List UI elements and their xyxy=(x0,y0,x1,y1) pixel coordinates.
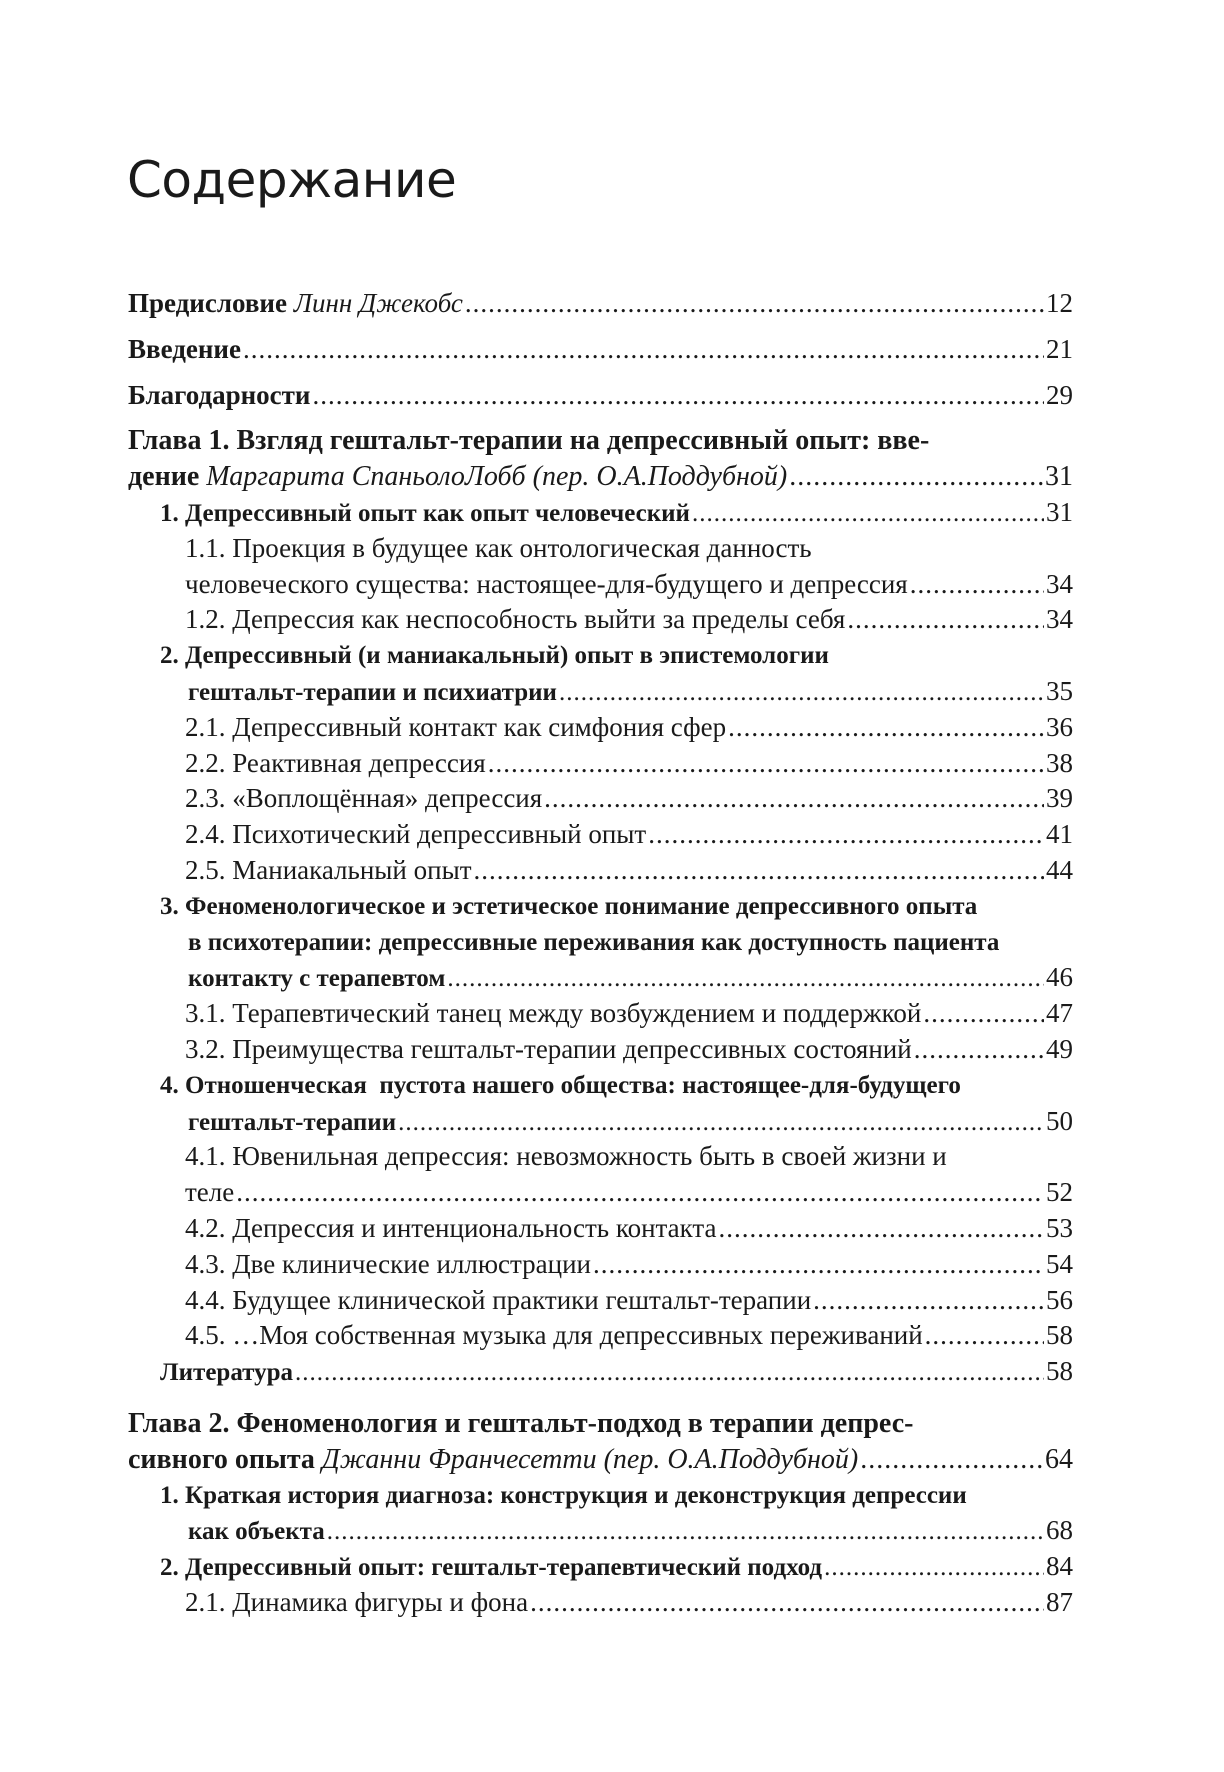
table-of-contents xyxy=(128,286,1073,1621)
toc-page-number: 29 xyxy=(1046,379,1073,410)
leader-dots xyxy=(914,1032,1044,1068)
toc-page-number: 58 xyxy=(1046,1356,1073,1387)
leader-dots xyxy=(313,378,1045,414)
toc-page-number: 36 xyxy=(1046,711,1073,742)
toc-subsection-title: 4.4. Будущее клинической практики гештальт-терапии xyxy=(185,1284,812,1315)
toc-entry-title: Глава 1. Взгляд гештальт-терапии на депрессивный опыт: вве- xyxy=(128,425,930,457)
leader-dots xyxy=(243,332,1044,368)
toc-subsection-1-3-2[interactable] xyxy=(128,1032,1073,1068)
toc-subsection-title: 4.5. …Моя собственная музыка для депрессивных переживаний xyxy=(185,1320,923,1351)
leader-dots xyxy=(910,567,1044,603)
leader-dots xyxy=(295,1355,1044,1391)
toc-page-number: 34 xyxy=(1046,604,1073,635)
toc-subsection-title: 1.2. Депрессия как неспособность выйти за пределы себя xyxy=(185,604,846,635)
toc-section-title-cont: в психотерапии: депрессивные переживания как доступность пациента xyxy=(188,928,1000,956)
toc-entry-title: Введение xyxy=(128,333,241,364)
toc-page-number: 12 xyxy=(1046,288,1073,318)
toc-subsection-1-2-4[interactable] xyxy=(128,817,1073,853)
leader-dots xyxy=(447,961,1044,997)
toc-page-number: 58 xyxy=(1046,1320,1073,1351)
toc-subsection-title-cont: теле xyxy=(185,1177,235,1208)
toc-subsection-1-2-5[interactable] xyxy=(128,853,1073,889)
toc-subsection-1-4-5[interactable] xyxy=(128,1318,1073,1354)
toc-page-number: 64 xyxy=(1045,1443,1073,1475)
toc-section-title: 4. Отношенческая пустота нашего общества: настоящее-для-будущего xyxy=(160,1071,961,1099)
leader-dots xyxy=(474,853,1044,889)
toc-section-title: 1. Краткая история диагноза: конструкция и деконструкция депрессии xyxy=(160,1481,967,1509)
toc-page-number: 53 xyxy=(1046,1212,1073,1243)
toc-section-title-cont: гештальт-терапии и психиатрии xyxy=(188,678,557,706)
toc-entry-author: Линн Джекобс xyxy=(293,288,463,318)
toc-page-number: 68 xyxy=(1046,1515,1073,1546)
toc-page-number: 41 xyxy=(1046,819,1073,850)
leader-dots xyxy=(488,746,1044,782)
leader-dots xyxy=(236,1175,1044,1211)
leader-dots xyxy=(824,1550,1044,1586)
toc-entry-preface[interactable] xyxy=(128,286,1073,322)
toc-section-1-4[interactable] xyxy=(128,1068,1073,1140)
toc-section-title: 2. Депрессивный опыт: гештальт-терапевтический подход xyxy=(160,1554,823,1582)
leader-dots xyxy=(327,1514,1044,1550)
toc-section-title-cont: гештальт-терапии xyxy=(188,1108,397,1136)
toc-subsection-2-2-1[interactable] xyxy=(128,1585,1073,1621)
toc-subsection-title: 3.2. Преимущества гештальт-терапии депрессивных состояний xyxy=(185,1033,912,1064)
toc-subsection-title: 4.3. Две клинические иллюстрации xyxy=(185,1248,591,1279)
toc-page-number: 31 xyxy=(1045,461,1073,493)
toc-page-number: 35 xyxy=(1046,675,1073,706)
toc-page-number: 34 xyxy=(1046,568,1073,599)
toc-page-number: 21 xyxy=(1046,333,1073,364)
toc-entry-title-cont: дение xyxy=(128,461,200,493)
toc-entry-author: Маргарита СпаньолоЛобб (пер. О.А.Поддубной) xyxy=(206,461,788,493)
leader-dots xyxy=(559,675,1044,711)
leader-dots xyxy=(789,459,1043,495)
toc-subsection-title: 3.1. Терапевтический танец между возбуждением и поддержкой xyxy=(185,998,922,1029)
toc-page-number: 56 xyxy=(1046,1284,1073,1315)
toc-page-number: 50 xyxy=(1046,1105,1073,1136)
toc-subsection-title: 2.2. Реактивная депрессия xyxy=(185,747,486,778)
toc-entry-chapter-2[interactable] xyxy=(128,1406,1073,1478)
toc-page-number: 44 xyxy=(1046,854,1073,885)
leader-dots xyxy=(398,1105,1044,1141)
toc-page-number: 52 xyxy=(1046,1177,1073,1208)
leader-dots xyxy=(692,496,1044,532)
toc-subsection-1-4-3[interactable] xyxy=(128,1247,1073,1283)
toc-entry-introduction[interactable] xyxy=(128,332,1073,368)
toc-subsection-1-2-1[interactable] xyxy=(128,710,1073,746)
toc-subsection-1-2-3[interactable] xyxy=(128,781,1073,817)
toc-subsection-1-2-2[interactable] xyxy=(128,746,1073,782)
toc-section-literature[interactable] xyxy=(128,1354,1073,1390)
toc-subsection-title-cont: человеческого существа: настоящее-для-будущего и депрессия xyxy=(185,568,908,599)
toc-subsection-title: 2.1. Депрессивный контакт как симфония сфер xyxy=(185,711,727,742)
toc-page-number: 84 xyxy=(1046,1551,1073,1582)
toc-entry-title: Глава 2. Феноменология и гештальт-подход в терапии депрес- xyxy=(128,1407,914,1439)
leader-dots xyxy=(544,781,1044,817)
toc-subsection-title: 2.1. Динамика фигуры и фона xyxy=(185,1586,529,1617)
toc-section-2-1[interactable] xyxy=(128,1478,1073,1550)
leader-dots xyxy=(648,817,1044,853)
toc-subsection-1-1-1[interactable] xyxy=(128,531,1073,603)
toc-section-title: 1. Депрессивный опыт как опыт человеческий xyxy=(160,499,690,527)
toc-section-title: 2. Депрессивный (и маниакальный) опыт в эпистемологии xyxy=(160,642,829,670)
leader-dots xyxy=(728,710,1044,746)
toc-section-title-cont: как объекта xyxy=(188,1518,325,1546)
leader-dots xyxy=(860,1442,1043,1478)
toc-page-number: 47 xyxy=(1046,998,1073,1029)
toc-subsection-1-4-2[interactable] xyxy=(128,1211,1073,1247)
leader-dots xyxy=(925,1318,1044,1354)
toc-entry-chapter-1[interactable] xyxy=(128,423,1073,495)
toc-page-number: 49 xyxy=(1046,1033,1073,1064)
leader-dots xyxy=(593,1247,1044,1283)
toc-entry-acknowledgements[interactable] xyxy=(128,378,1073,414)
toc-section-title: Литература xyxy=(160,1359,294,1387)
toc-subsection-1-4-1[interactable] xyxy=(128,1139,1073,1211)
toc-section-title: 3. Феноменологическое и эстетическое понимание депрессивного опыта xyxy=(160,892,978,920)
leader-dots xyxy=(530,1585,1044,1621)
toc-section-title-cont: контакту с терапевтом xyxy=(188,965,446,993)
toc-entry-title-cont: сивного опыта xyxy=(128,1443,315,1475)
toc-subsection-1-3-1[interactable] xyxy=(128,996,1073,1032)
toc-subsection-title: 2.4. Психотический депрессивный опыт xyxy=(185,819,647,850)
toc-subsection-title: 4.2. Депрессия и интенциональность контакта xyxy=(185,1212,717,1243)
toc-section-2-2[interactable] xyxy=(128,1549,1073,1585)
leader-dots xyxy=(813,1283,1044,1319)
page-title: Содержание xyxy=(127,151,457,209)
leader-dots xyxy=(847,602,1044,638)
toc-subsection-1-1-2[interactable] xyxy=(128,602,1073,638)
toc-entry-author: Джанни Франчесетти (пер. О.А.Поддубной) xyxy=(321,1443,859,1475)
toc-page-number: 39 xyxy=(1046,783,1073,814)
toc-subsection-title: 2.5. Маниакальный опыт xyxy=(185,854,472,885)
leader-dots xyxy=(465,286,1044,322)
toc-subsection-1-4-4[interactable] xyxy=(128,1283,1073,1319)
toc-subsection-title: 4.1. Ювенильная депрессия: невозможность быть в своей жизни и xyxy=(185,1141,947,1172)
toc-entry-title: Благодарности xyxy=(128,379,311,410)
toc-section-1-1[interactable] xyxy=(128,495,1073,531)
toc-subsection-title: 2.3. «Воплощённая» депрессия xyxy=(185,783,543,814)
toc-section-1-3[interactable] xyxy=(128,889,1073,996)
toc-page-number: 54 xyxy=(1046,1248,1073,1279)
toc-page-number: 38 xyxy=(1046,747,1073,778)
toc-subsection-title: 1.1. Проекция в будущее как онтологическая данность xyxy=(185,532,812,563)
toc-entry-title: Предисловие xyxy=(128,288,287,318)
toc-page-number: 87 xyxy=(1046,1586,1073,1617)
toc-page-number: 31 xyxy=(1046,496,1073,527)
leader-dots xyxy=(923,996,1044,1032)
toc-page-number: 46 xyxy=(1046,962,1073,993)
toc-section-1-2[interactable] xyxy=(128,638,1073,710)
leader-dots xyxy=(719,1211,1044,1247)
